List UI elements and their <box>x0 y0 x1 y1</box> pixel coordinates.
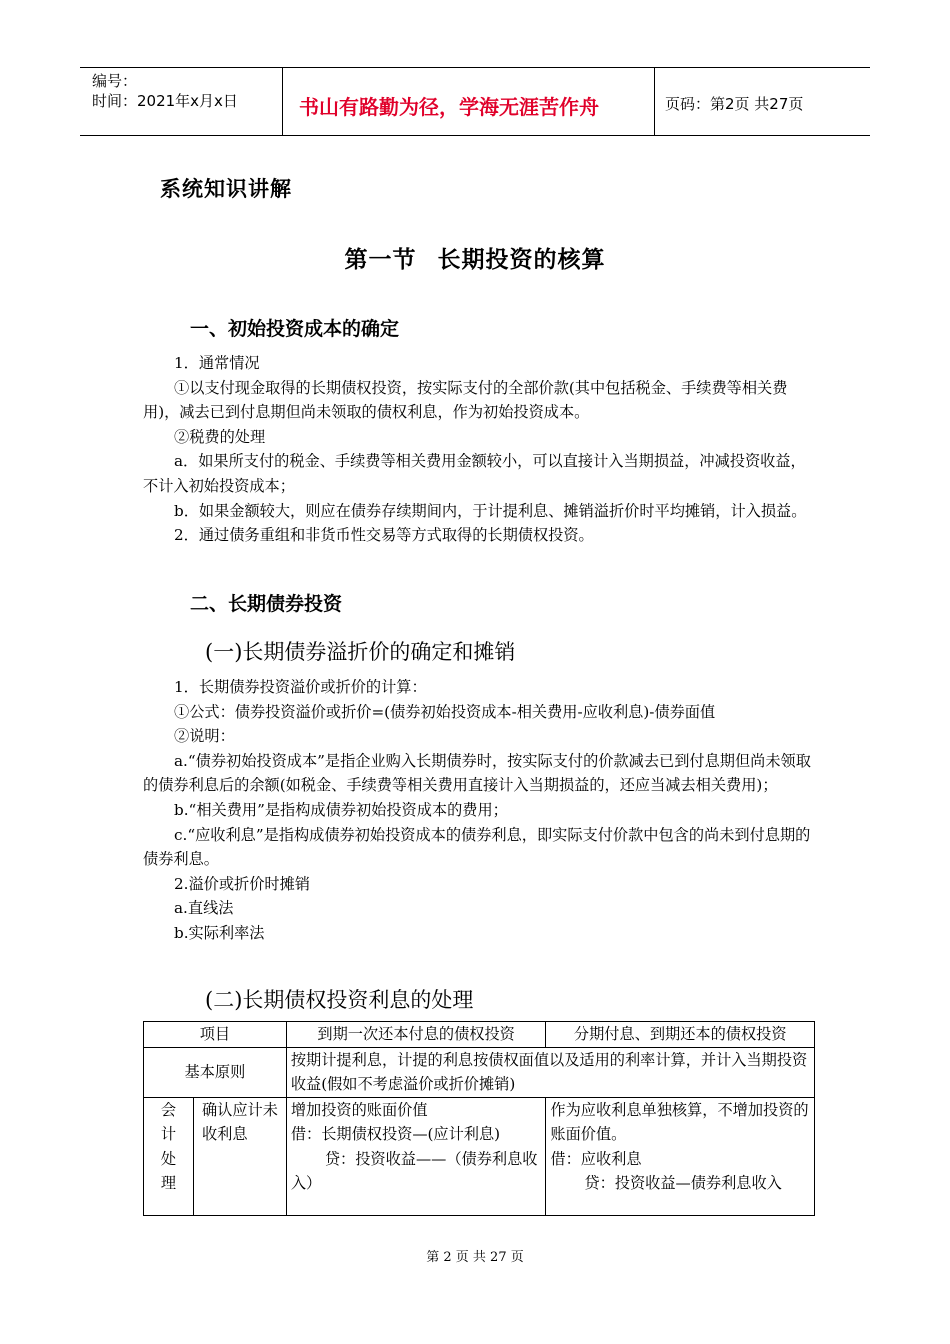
header-divider-left <box>282 67 283 136</box>
part1-line: ①以支付现金取得的长期债权投资，按实际支付的全部价款(其中包括税金、手续费等相关费用)，减去已到付息期但尚未领取的债权利息，作为初始投资成本。 <box>143 378 788 422</box>
part1-line: a．如果所支付的税金、手续费等相关费用金额较小，可以直接计入当期损益，冲减投资收益，不计入初始投资成本； <box>143 452 806 495</box>
part2-sub2-heading: (二)长期债权投资利息的处理 <box>205 988 474 1012</box>
accounting-label: 会计处理 <box>144 1097 194 1215</box>
header-divider-right <box>654 67 655 136</box>
cell-line: 借：长期债权投资—(应计利息) <box>290 1125 501 1143</box>
basic-principle-text: 按期计提利息，计提的利息按债权面值以及适用的利率计算，并计入当期投资收益(假如不考虑溢价或折价摊销) <box>286 1047 814 1097</box>
table-row <box>144 1097 815 1215</box>
cell-line: 贷：投资收益—债券利息收入 <box>584 1174 782 1192</box>
part1-line: b．如果金额较大，则应在债券存续期间内，于计提利息、摊销溢折价时平均摊销，计入损益。 <box>174 501 807 520</box>
sub1-line: 1．长期债券投资溢价或折价的计算： <box>174 678 427 696</box>
part1-body <box>143 351 811 548</box>
header-bottom-rule <box>80 135 870 136</box>
intro-heading: 系统知识讲解 <box>160 176 292 201</box>
basic-principle-label: 基本原则 <box>144 1047 287 1097</box>
sub1-line: a.“债券初始投资成本”是指企业购入长期债券时，按实际支付的价款减去已到付息期但尚未领取的债券利息后的余额(如税金、手续费等相关费用直接计入当期损益的，还应当减去相关费用)； <box>143 751 811 795</box>
part1-heading: 一、初始投资成本的确定 <box>190 318 400 340</box>
cell-line: 增加投资的账面价值 <box>290 1100 428 1119</box>
sub1-line: b.实际利率法 <box>174 923 265 942</box>
header-top-rule <box>80 67 870 68</box>
page-indicator: 页码：第2页 共27页 <box>665 95 804 113</box>
table-row <box>144 1047 815 1097</box>
page-footer: 第 2 页 共 27 页 <box>426 1250 524 1265</box>
part2-sub1-heading: (一)长期债券溢折价的确定和摊销 <box>205 640 516 664</box>
doc-number-label: 编号： <box>92 72 138 90</box>
doc-date-label: 时间：2021年x月x日 <box>92 92 238 110</box>
periodic-treatment <box>546 1097 815 1215</box>
section-title: 第一节 长期投资的核算 <box>344 246 606 273</box>
sub1-line: b.“相关费用”是指构成债券初始投资成本的费用； <box>174 800 508 819</box>
sub1-line: ②说明： <box>174 727 235 746</box>
part1-line: ②税费的处理 <box>174 427 266 446</box>
table-header-row <box>144 1022 815 1048</box>
table-header-cell: 到期一次还本付息的债权投资 <box>286 1022 546 1048</box>
lump-sum-treatment <box>286 1097 546 1215</box>
cell-line: 借：应收利息 <box>550 1149 642 1168</box>
part2-sub1-body <box>143 675 811 946</box>
interest-treatment-table <box>143 1021 815 1216</box>
sub1-line: 2.溢价或折价时摊销 <box>174 874 310 893</box>
table-header-cell: 项目 <box>144 1022 287 1048</box>
sub1-line: a.直线法 <box>174 899 234 918</box>
accrued-interest-label: 确认应计未收利息 <box>193 1097 286 1215</box>
part1-line: 2．通过债务重组和非货币性交易等方式取得的长期债权投资。 <box>174 526 594 545</box>
sub1-line: ①公式：债券投资溢价或折价=(债券初始投资成本-相关费用-应收利息)-债券面值 <box>174 702 716 721</box>
sub1-line: c.“应收利息”是指构成债券初始投资成本的债券利息，即实际支付价款中包含的尚未到付息期的债券利息。 <box>143 825 811 869</box>
cell-line: 作为应收利息单独核算，不增加投资的账面价值。 <box>550 1100 809 1143</box>
part1-line: 1．通常情况 <box>174 354 260 372</box>
header-motto: 书山有路勤为径，学海无涯苦作舟 <box>299 95 599 119</box>
table-header-cell: 分期付息、到期还本的债权投资 <box>546 1022 815 1048</box>
part2-heading: 二、长期债券投资 <box>190 593 343 615</box>
cell-line: 贷：投资收益——（债券利息收入） <box>290 1149 538 1192</box>
